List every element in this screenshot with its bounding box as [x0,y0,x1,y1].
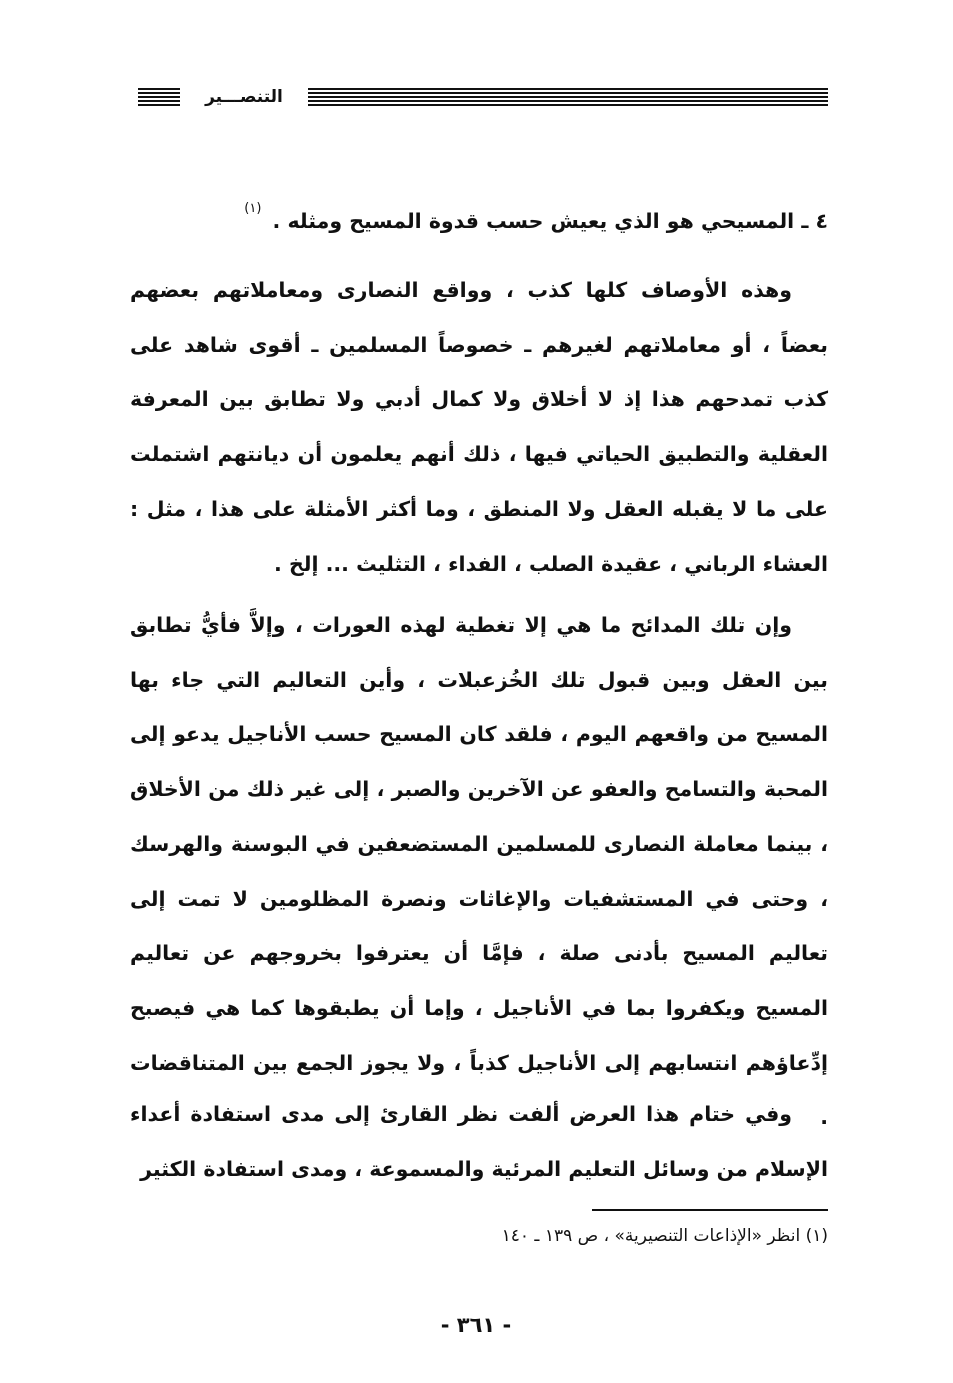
header-rule-left [138,88,180,106]
paragraph-2: وإن تلك المدائح ما هي إلا تغطية لهذه العورات ، وإلاَّ فأيُّ تطابق بين العقل وبين قبول تلك الخُزعبلات ، وأين التعاليم التي جاء بها المسيح من واقعهم اليوم ، فلقد كان المسيح حسب الأناجيل يدعو إلى المحبة والتسامح والعفو عن الآخرين والصبر ، إلى غير ذلك من الأخلاق ، بينما معاملة النصارى للمسلمين المستضعفين في البوسنة والهرسك ، وحتى في المستشفيات والإغاثات ونصرة المظلومين لا تمت إلى تعاليم المسيح بأدنى صلة ، فإمَّا أن يعترفوا بخروجهم عن تعاليم المسيح ويكفروا بما في الأناجيل ، وإما أن يطبقوها كما هي فيصبح إدِّعاؤهم انتسابهم إلى الأناجيل كذباً ، ولا يجوز الجمع بين المتناقضات . [130,613,828,1130]
page-number: - ٣٦١ - [440,1313,512,1337]
paragraph-1: وهذه الأوصاف كلها كذب ، وواقع النصارى ومعاملاتهم بعضهم بعضاً ، أو معاملاتهم لغيرهم ـ خصوصاً المسلمين ـ أقوى شاهد على كذب تمدحهم هذا إذ لا أخلاق ولا كمال أدبي ولا تطابق بين المعرفة العقلية والتطبيق الحياتي فيها ، ذلك أنهم يعلمون أن ديانتهم اشتملت على ما لا يقبله العقل ولا المنطق ، وما أكثر الأمثلة على هذا ، مثل : العشاء الرباني ، عقيدة الصلب ، الفداء ، التثليث ... إلخ . [130,278,828,576]
running-header [138,84,828,110]
list-item-4 [130,182,828,249]
paragraph-3: وفي ختام هذا العرض ألفت نظر القارئ إلى مدى استفادة أعداء الإسلام من وسائل التعليم المرئية والمسموعة ، ومدى استفادة الكثير [130,1102,828,1181]
header-title: التنصـــير [205,87,283,107]
footnote: (١) انظر «الإذاعات التنصيرية» ، ص ١٣٩ ـ ١٤٠ [501,1226,828,1246]
footnote-marker: (١) [244,201,262,216]
list-item-4-text: ٤ ـ المسيحي هو الذي يعيش حسب قدوة المسيح ومثله . [272,209,828,233]
footnote-separator [592,1209,828,1211]
header-rule-right [308,88,828,106]
